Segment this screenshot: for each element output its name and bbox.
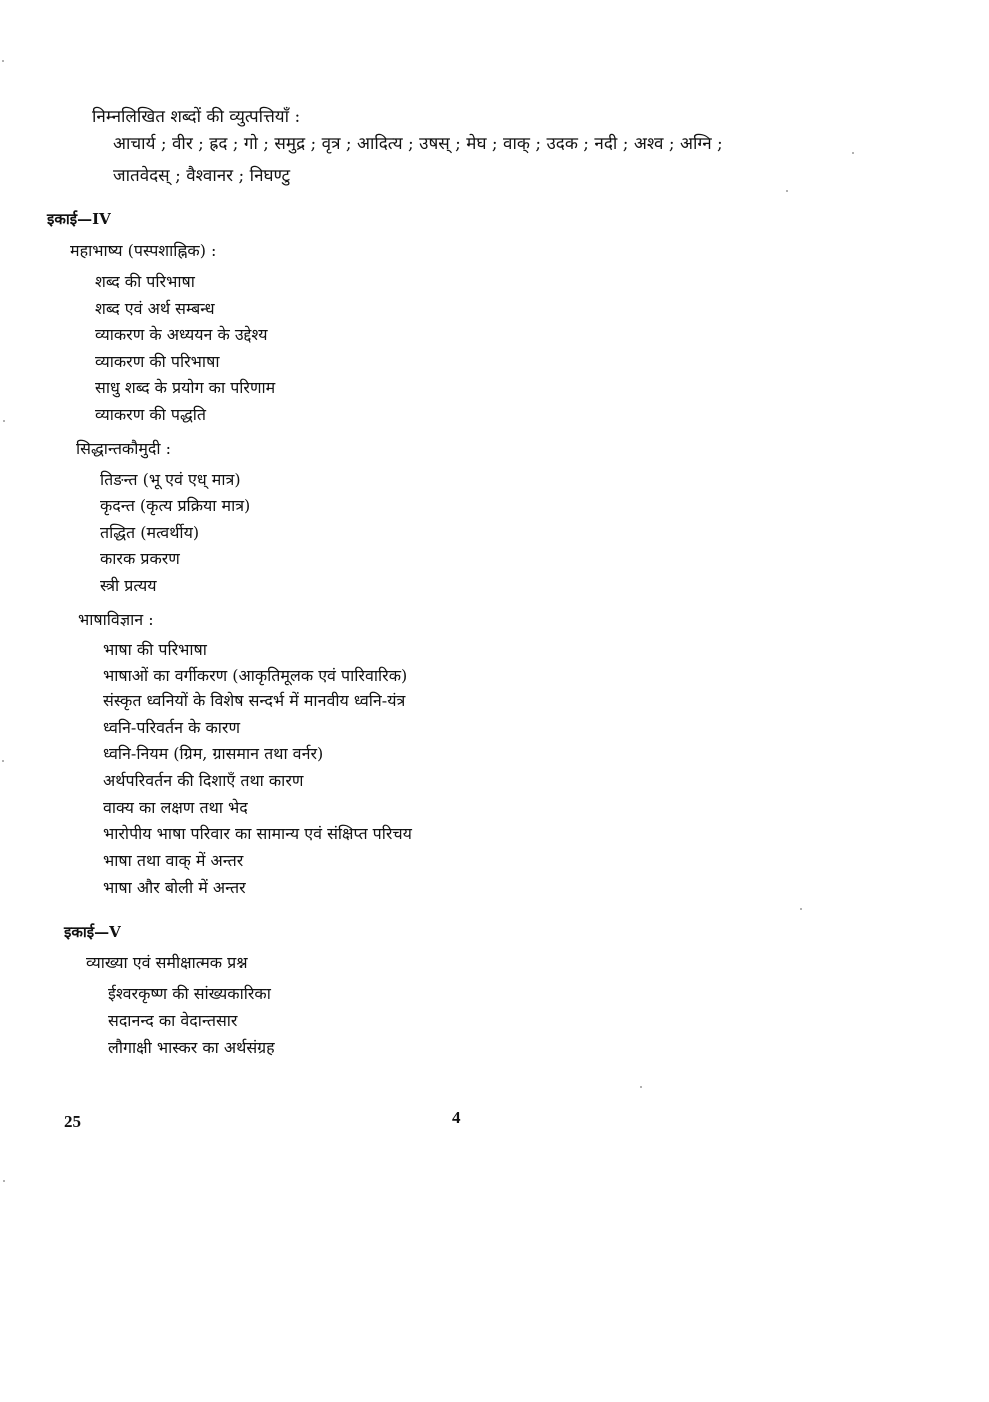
list-item: शब्द एवं अर्थ सम्बन्ध (95, 299, 215, 318)
list-item: कृदन्त (कृत्य प्रक्रिया मात्र) (100, 496, 251, 515)
list-item: वाक्य का लक्षण तथा भेद (103, 798, 248, 817)
scan-speck (786, 190, 788, 192)
list-item: साधु शब्द के प्रयोग का परिणाम (95, 378, 276, 397)
list-item: ईश्वरकृष्ण की सांख्यकारिका (108, 984, 271, 1003)
footer-code: 25 (64, 1112, 81, 1131)
scan-speck (2, 60, 4, 62)
scan-speck (2, 760, 4, 762)
etymology-words-line2: जातवेदस् ; वैश्वानर ; निघण्टु (113, 166, 291, 186)
list-item: भाषा तथा वाक् में अन्तर (103, 851, 244, 870)
list-item: शब्द की परिभाषा (95, 272, 195, 291)
list-item: भाषाओं का वर्गीकरण (आकृतिमूलक एवं पारिवारिक) (103, 666, 408, 685)
mahabhashya-heading: महाभाष्य (पस्पशाह्निक) : (70, 241, 217, 260)
bhasha-heading: भाषाविज्ञान : (78, 610, 154, 629)
list-item: ध्वनि-नियम (ग्रिम, ग्रासमान तथा वर्नर) (103, 744, 324, 763)
list-item: संस्कृत ध्वनियों के विशेष सन्दर्भ में मानवीय ध्वनि-यंत्र (103, 691, 406, 710)
list-item: भाषा और बोली में अन्तर (103, 878, 246, 897)
scan-speck (800, 908, 802, 910)
list-item: व्याकरण की परिभाषा (95, 352, 220, 371)
list-item: व्याकरण की पद्धति (95, 405, 207, 424)
vyakhya-heading: व्याख्या एवं समीक्षात्मक प्रश्न (86, 953, 248, 972)
list-item: भाषा की परिभाषा (103, 640, 207, 659)
list-item: सदानन्द का वेदान्तसार (108, 1011, 238, 1030)
list-item: भारोपीय भाषा परिवार का सामान्य एवं संक्षिप्त परिचय (103, 824, 412, 843)
list-item: तद्धित (मत्वर्थीय) (100, 523, 200, 542)
list-item: व्याकरण के अध्ययन के उद्देश्य (95, 325, 268, 344)
list-item: तिङन्त (भू एवं एध् मात्र) (100, 470, 241, 489)
scan-speck (640, 1086, 642, 1088)
etymology-words-line1: आचार्य ; वीर ; ह्रद ; गो ; समुद्र ; वृत्र ; आदित्य ; उषस् ; मेघ ; वाक् ; उदक ; नदी ; अश्व ; अग्नि ; (113, 134, 723, 154)
list-item: अर्थपरिवर्तन की दिशाएँ तथा कारण (103, 771, 304, 790)
page-number: 4 (452, 1108, 461, 1127)
scan-speck (3, 1180, 5, 1182)
etymology-heading: निम्नलिखित शब्दों की व्युत्पत्तियाँ : (92, 107, 301, 127)
list-item: कारक प्रकरण (100, 549, 180, 568)
scan-speck (852, 152, 854, 154)
siddhanta-heading: सिद्धान्तकौमुदी : (76, 439, 172, 458)
list-item: लौगाक्षी भास्कर का अर्थसंग्रह (108, 1038, 275, 1057)
unit-4-title: इकाई—IV (47, 210, 111, 228)
unit-5-title: इकाई—V (64, 923, 121, 941)
scan-speck (3, 420, 5, 422)
list-item: ध्वनि-परिवर्तन के कारण (103, 718, 241, 737)
list-item: स्त्री प्रत्यय (100, 576, 157, 595)
